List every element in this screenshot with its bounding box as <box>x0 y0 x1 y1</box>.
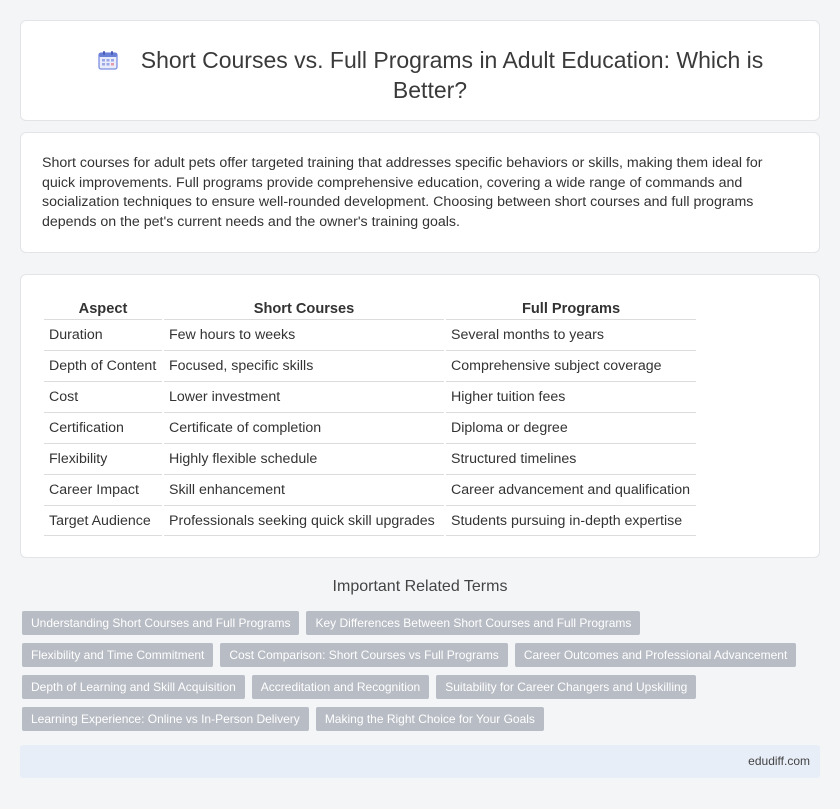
short-courses-cell: Skill enhancement <box>164 474 444 505</box>
tag-row <box>22 611 822 635</box>
aspect-cell: Certification <box>44 412 162 443</box>
page-title: Short Courses vs. Full Programs in Adult Education: Which is Better? <box>140 47 764 103</box>
related-terms-heading: Important Related Terms <box>332 578 508 595</box>
full-programs-cell: Students pursuing in-depth expertise <box>446 505 696 536</box>
related-term-tag[interactable]: Making the Right Choice for Your Goals <box>316 707 544 731</box>
full-programs-cell: Higher tuition fees <box>446 381 696 412</box>
short-courses-cell: Few hours to weeks <box>164 319 444 350</box>
column-header-aspect: Aspect <box>78 301 128 317</box>
full-programs-cell: Comprehensive subject coverage <box>446 350 696 381</box>
footer-bar <box>20 745 820 778</box>
full-programs-cell: Structured timelines <box>446 443 696 474</box>
short-courses-cell: Professionals seeking quick skill upgrades <box>164 505 444 536</box>
short-courses-cell: Certificate of completion <box>164 412 444 443</box>
aspect-cell: Cost <box>44 381 162 412</box>
table-row <box>44 319 696 350</box>
tag-row <box>22 707 822 731</box>
column-header-full-programs: Full Programs <box>521 301 621 317</box>
related-term-tag[interactable]: Key Differences Between Short Courses and Full Programs <box>306 611 640 635</box>
comparison-card <box>20 274 820 558</box>
related-term-tag[interactable]: Understanding Short Courses and Full Programs <box>22 611 299 635</box>
table-header-row <box>44 295 696 319</box>
comparison-table <box>42 295 698 536</box>
full-programs-cell: Career advancement and qualification <box>446 474 696 505</box>
related-term-tag[interactable]: Career Outcomes and Professional Advancement <box>515 643 796 667</box>
intro-paragraph: Short courses for adult pets offer targeted training that addresses specific behaviors or skills, making them ideal for quick improvements. Full programs provide comprehensive education, covering a wide range of commands and socialization techniques to ensure well-rounded development. Choosing between short courses and full programs depends on the pet's current needs and the owner's training goals. <box>42 155 763 230</box>
aspect-cell: Flexibility <box>44 443 162 474</box>
related-term-tag[interactable]: Cost Comparison: Short Courses vs Full Programs <box>220 643 507 667</box>
table-row <box>44 350 696 381</box>
tag-row <box>22 675 822 699</box>
footer-site-link[interactable]: edudiff.com <box>748 754 810 768</box>
aspect-cell: Duration <box>44 319 162 350</box>
aspect-cell: Depth of Content <box>44 350 162 381</box>
table-row <box>44 381 696 412</box>
header-card <box>20 20 820 121</box>
aspect-cell: Target Audience <box>44 505 162 536</box>
related-term-tag[interactable]: Suitability for Career Changers and Upskilling <box>436 675 696 699</box>
full-programs-cell: Several months to years <box>446 319 696 350</box>
related-term-tag[interactable]: Learning Experience: Online vs In-Person Delivery <box>22 707 309 731</box>
column-header-short-courses: Short Courses <box>253 301 355 317</box>
aspect-cell: Career Impact <box>44 474 162 505</box>
related-term-tag[interactable]: Flexibility and Time Commitment <box>22 643 213 667</box>
page-title-wrap <box>81 45 779 105</box>
related-term-tag[interactable]: Depth of Learning and Skill Acquisition <box>22 675 245 699</box>
related-term-tag[interactable]: Accreditation and Recognition <box>252 675 429 699</box>
related-terms-list <box>22 611 822 739</box>
intro-card <box>20 132 820 253</box>
short-courses-cell: Focused, specific skills <box>164 350 444 381</box>
table-row <box>44 505 696 536</box>
table-row <box>44 443 696 474</box>
table-row <box>44 412 696 443</box>
full-programs-cell: Diploma or degree <box>446 412 696 443</box>
tag-row <box>22 643 822 667</box>
calendar-icon <box>97 48 119 70</box>
short-courses-cell: Lower investment <box>164 381 444 412</box>
short-courses-cell: Highly flexible schedule <box>164 443 444 474</box>
table-row <box>44 474 696 505</box>
